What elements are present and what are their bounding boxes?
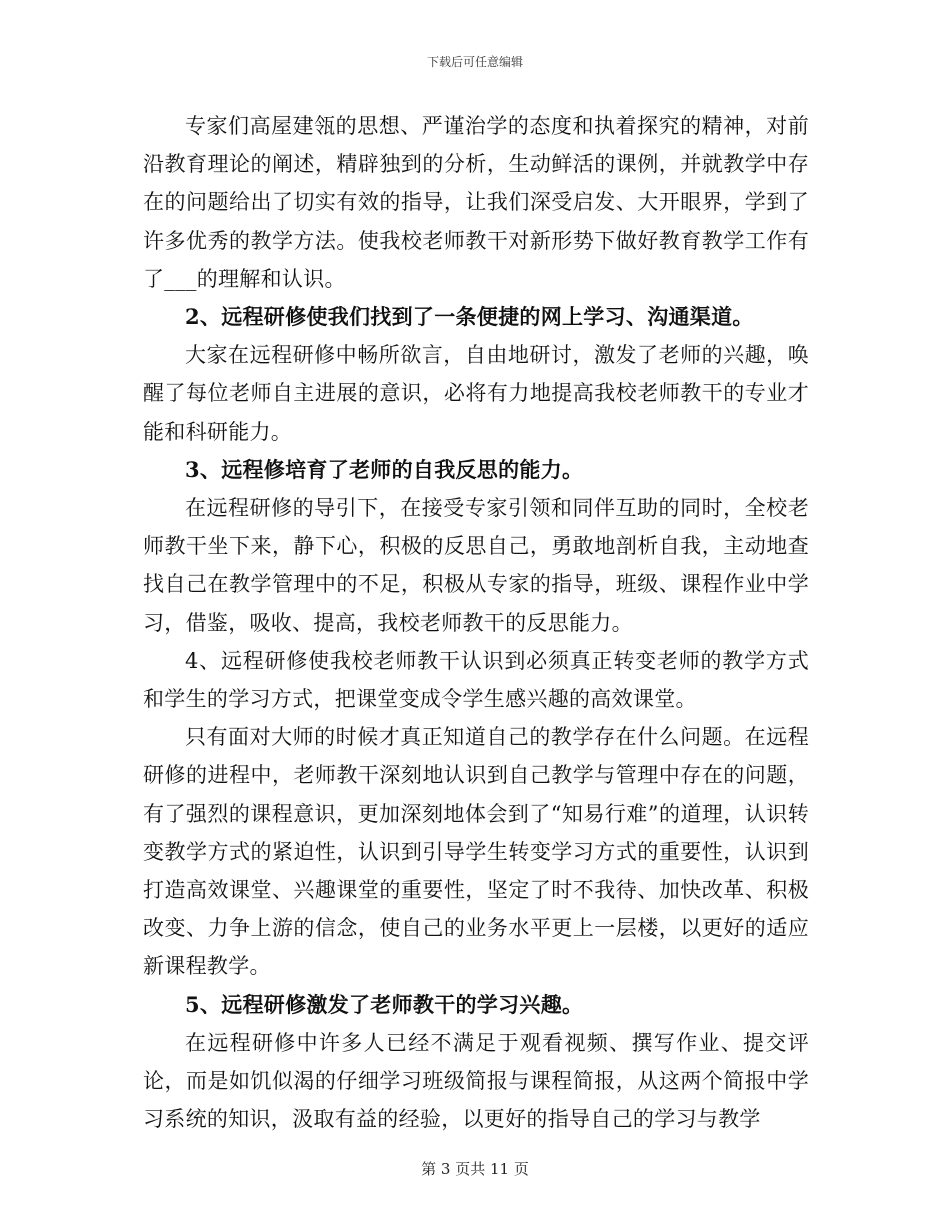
section-heading-4: 4、远程研修使我校老师教干认识到必须真正转变老师的教学方式和学生的学习方式，把课堂变成令学生感兴趣的高效课堂。 bbox=[143, 648, 809, 712]
section-heading-3: 3、远程修培育了老师的自我反思的能力。 bbox=[185, 456, 584, 482]
paragraph-expert-thoughts: 专家们高屋建瓴的思想、严谨治学的态度和执着探究的精神，对前沿教育理论的阐述，精辟独到的分析，生动鲜活的课例，并就教学中存在的问题给出了切实有效的指导，让我们深受启发、大开眼界，学到了许多优秀的教学方法。使我校老师教干对新形势下做好教育教学工作有了___的理解和认识。 bbox=[143, 114, 809, 291]
paragraph-discussion: 大家在远程研修中畅所欲言，自由地研讨，激发了老师的兴趣，唤醒了每位老师自主进展的意识，必将有力地提高我校老师教干的专业才能和科研能力。 bbox=[143, 343, 809, 444]
paragraph-awareness: 只有面对大师的时候才真正知道自己的教学存在什么问题。在远程研修的进程中，老师教干深刻地认识到自己教学与管理中存在的问题，有了强烈的课程意识，更加深刻地体会到了“知易行难”的道理，认识转变教学方式的紧迫性，认识到引导学生转变学习方式的重要性，认识到打造高效课堂、兴趣课堂的重要性，坚定了时不我待、加快改革、积极改变、力争上游的信念，使自己的业务水平更上一层楼，以更好的适应新课程教学。 bbox=[143, 725, 809, 979]
section-heading-2: 2、远程研修使我们找到了一条便捷的网上学习、沟通渠道。 bbox=[185, 304, 754, 330]
section-heading-5: 5、远程研修激发了老师教干的学习兴趣。 bbox=[185, 991, 584, 1017]
page-footer: 第 3 页共 11 页 bbox=[421, 1160, 529, 1178]
paragraph-reflection: 在远程研修的导引下，在接受专家引领和同伴互助的同时，全校老师教干坐下来，静下心，积极的反思自己，勇敢地剖析自我，主动地查找自己在教学管理中的不足，积极从专家的指导，班级、课程作业中学习，借鉴，吸收、提高，我校老师教干的反思能力。 bbox=[143, 496, 809, 635]
paragraph-learning-interest: 在远程研修中许多人已经不满足于观看视频、撰写作业、提交评论，而是如饥似渴的仔细学习班级简报与课程简报，从这两个简报中学习系统的知识，汲取有益的经验，以更好的指导自己的学习与教学 bbox=[143, 1030, 809, 1132]
document-body bbox=[143, 107, 809, 1138]
page-header: 下载后可任意编辑 bbox=[426, 55, 523, 69]
